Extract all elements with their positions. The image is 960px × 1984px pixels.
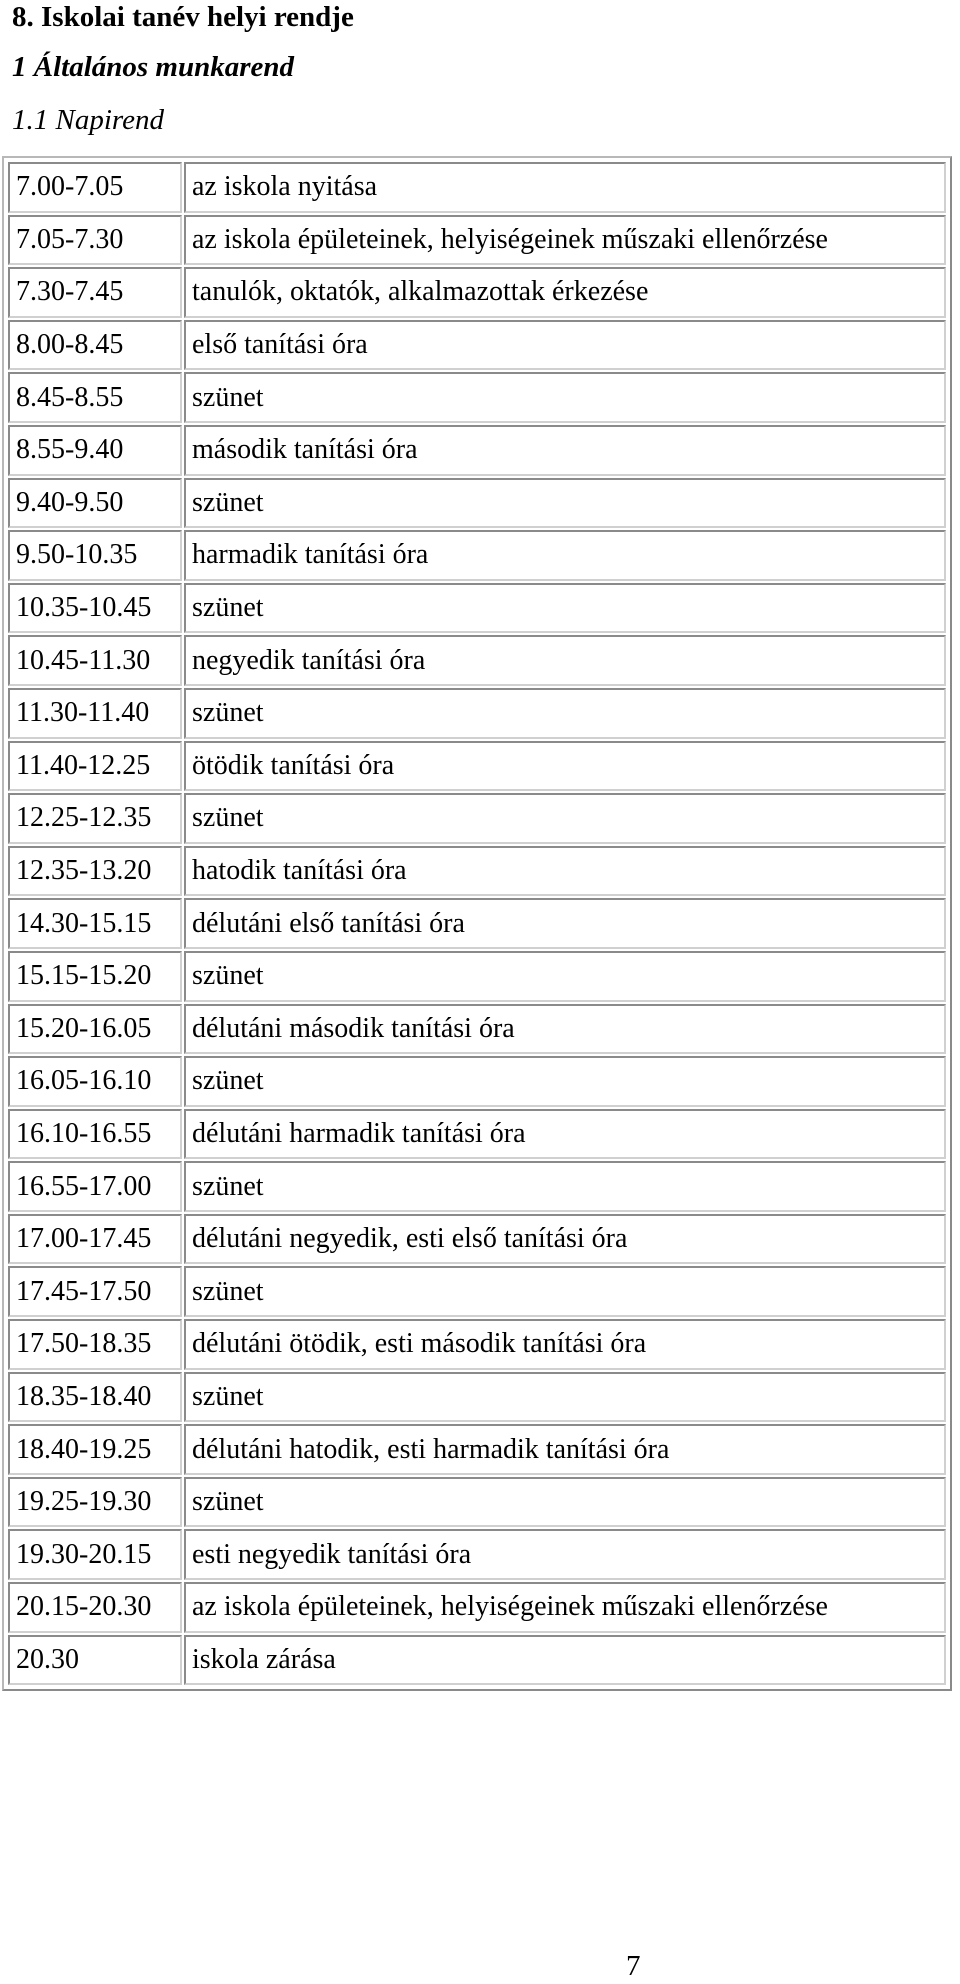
activity-cell: hatodik tanítási óra — [184, 846, 946, 897]
time-cell: 11.40-12.25 — [8, 741, 182, 792]
table-row — [8, 425, 946, 476]
table-row — [8, 1266, 946, 1317]
time-cell: 16.10-16.55 — [8, 1109, 182, 1160]
activity-cell: esti negyedik tanítási óra — [184, 1529, 946, 1580]
time-cell: 16.55-17.00 — [8, 1161, 182, 1212]
table-row — [8, 162, 946, 213]
activity-cell: szünet — [184, 1056, 946, 1107]
table-row — [8, 372, 946, 423]
time-cell: 16.05-16.10 — [8, 1056, 182, 1107]
time-cell: 7.05-7.30 — [8, 215, 182, 266]
activity-cell: délutáni harmadik tanítási óra — [184, 1109, 946, 1160]
table-row — [8, 1635, 946, 1686]
activity-cell: második tanítási óra — [184, 425, 946, 476]
activity-cell: szünet — [184, 478, 946, 529]
time-cell: 19.25-19.30 — [8, 1477, 182, 1528]
subsection-title: 1 Általános munkarend — [12, 51, 295, 83]
activity-cell: délutáni ötödik, esti második tanítási óra — [184, 1319, 946, 1370]
time-cell: 18.35-18.40 — [8, 1372, 182, 1423]
time-cell: 17.45-17.50 — [8, 1266, 182, 1317]
time-cell: 9.50-10.35 — [8, 530, 182, 581]
table-row — [8, 1161, 946, 1212]
time-cell: 10.35-10.45 — [8, 583, 182, 634]
time-cell: 14.30-15.15 — [8, 898, 182, 949]
activity-cell: szünet — [184, 1266, 946, 1317]
activity-cell: szünet — [184, 583, 946, 634]
table-row — [8, 215, 946, 266]
table-row — [8, 320, 946, 371]
schedule-table — [6, 160, 948, 1687]
table-row — [8, 635, 946, 686]
activity-cell: az iskola épületeinek, helyiségeinek műszaki ellenőrzése — [184, 215, 946, 266]
time-cell: 8.00-8.45 — [8, 320, 182, 371]
table-row — [8, 530, 946, 581]
table-row — [8, 793, 946, 844]
activity-cell: ötödik tanítási óra — [184, 741, 946, 792]
subsubsection-title: 1.1 Napirend — [12, 104, 164, 136]
activity-cell: az iskola épületeinek, helyiségeinek műszaki ellenőrzése — [184, 1582, 946, 1633]
time-cell: 17.00-17.45 — [8, 1214, 182, 1265]
time-cell: 12.35-13.20 — [8, 846, 182, 897]
table-row — [8, 1056, 946, 1107]
table-row — [8, 1372, 946, 1423]
table-row — [8, 846, 946, 897]
activity-cell: szünet — [184, 1372, 946, 1423]
schedule-table-body — [8, 162, 946, 1685]
time-cell: 8.55-9.40 — [8, 425, 182, 476]
page-number: 7 — [626, 1950, 641, 1982]
table-row — [8, 1214, 946, 1265]
table-row — [8, 1477, 946, 1528]
activity-cell: délutáni első tanítási óra — [184, 898, 946, 949]
time-cell: 20.30 — [8, 1635, 182, 1686]
activity-cell: délutáni hatodik, esti harmadik tanítási óra — [184, 1424, 946, 1475]
activity-cell: szünet — [184, 793, 946, 844]
table-row — [8, 1529, 946, 1580]
section-title: 8. Iskolai tanév helyi rendje — [12, 1, 354, 33]
schedule-table-frame — [2, 156, 952, 1691]
activity-cell: szünet — [184, 688, 946, 739]
table-row — [8, 741, 946, 792]
activity-cell: negyedik tanítási óra — [184, 635, 946, 686]
time-cell: 17.50-18.35 — [8, 1319, 182, 1370]
time-cell: 8.45-8.55 — [8, 372, 182, 423]
activity-cell: szünet — [184, 1477, 946, 1528]
time-cell: 7.00-7.05 — [8, 162, 182, 213]
activity-cell: szünet — [184, 372, 946, 423]
activity-cell: tanulók, oktatók, alkalmazottak érkezése — [184, 267, 946, 318]
time-cell: 7.30-7.45 — [8, 267, 182, 318]
activity-cell: délutáni második tanítási óra — [184, 1004, 946, 1055]
time-cell: 9.40-9.50 — [8, 478, 182, 529]
activity-cell: délutáni negyedik, esti első tanítási óra — [184, 1214, 946, 1265]
activity-cell: szünet — [184, 951, 946, 1002]
table-row — [8, 688, 946, 739]
time-cell: 11.30-11.40 — [8, 688, 182, 739]
activity-cell: első tanítási óra — [184, 320, 946, 371]
table-row — [8, 898, 946, 949]
table-row — [8, 478, 946, 529]
table-row — [8, 1004, 946, 1055]
time-cell: 20.15-20.30 — [8, 1582, 182, 1633]
time-cell: 15.15-15.20 — [8, 951, 182, 1002]
time-cell: 19.30-20.15 — [8, 1529, 182, 1580]
activity-cell: szünet — [184, 1161, 946, 1212]
time-cell: 10.45-11.30 — [8, 635, 182, 686]
table-row — [8, 1109, 946, 1160]
activity-cell: az iskola nyitása — [184, 162, 946, 213]
table-row — [8, 1319, 946, 1370]
time-cell: 15.20-16.05 — [8, 1004, 182, 1055]
table-row — [8, 1424, 946, 1475]
time-cell: 12.25-12.35 — [8, 793, 182, 844]
table-row — [8, 1582, 946, 1633]
activity-cell: iskola zárása — [184, 1635, 946, 1686]
table-row — [8, 267, 946, 318]
time-cell: 18.40-19.25 — [8, 1424, 182, 1475]
table-row — [8, 583, 946, 634]
activity-cell: harmadik tanítási óra — [184, 530, 946, 581]
table-row — [8, 951, 946, 1002]
